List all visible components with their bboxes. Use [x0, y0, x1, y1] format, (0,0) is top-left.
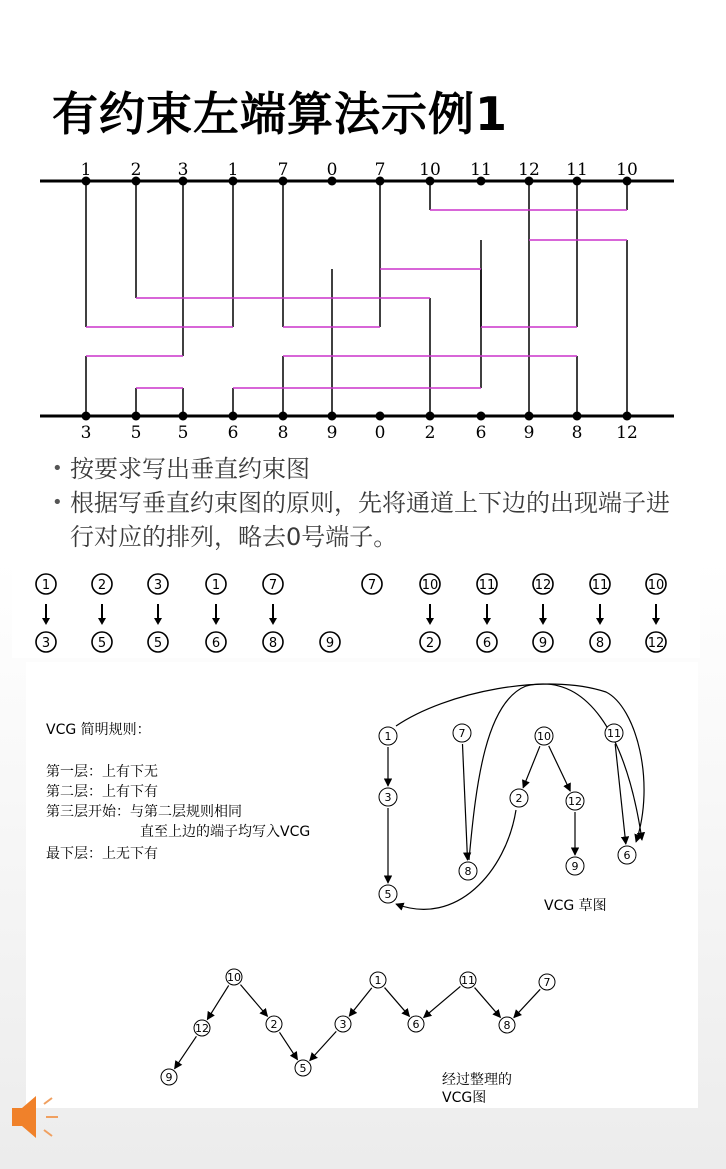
vcg-edge-curve [396, 810, 516, 909]
arranged-node-number: 1 [374, 974, 382, 987]
top-pin-number: 12 [534, 578, 552, 593]
top-pin-label: 2 [130, 160, 142, 180]
speaker-icon[interactable] [8, 1090, 66, 1144]
arranged-node-number: 10 [227, 971, 241, 984]
bottom-pin-dot [279, 412, 288, 421]
draft-node-number: 1 [384, 730, 392, 743]
top-pin-label: 3 [177, 160, 189, 180]
bottom-pin-number: 12 [647, 636, 665, 651]
top-pin-label: 12 [518, 160, 540, 180]
bottom-pin-number: 2 [425, 636, 435, 651]
down-arrow-head [269, 618, 277, 625]
top-pin-label: 1 [80, 160, 92, 180]
draft-node-number: 9 [571, 860, 579, 873]
vcg-edge [280, 1032, 298, 1059]
bottom-pin-number: 8 [268, 636, 278, 651]
bottom-pin-label: 8 [571, 423, 583, 442]
bottom-pin-number: 8 [595, 636, 605, 651]
top-pin-number: 7 [268, 578, 278, 593]
top-pin-number: 1 [211, 578, 221, 593]
vcg-rule-5: 最下层：上无下有 [46, 846, 158, 862]
draft-node-number: 11 [607, 727, 621, 740]
vcg-edge [549, 746, 571, 791]
bottom-pin-labels [81, 423, 638, 442]
bottom-pin-label: 8 [277, 423, 289, 442]
top-pin-number: 11 [478, 578, 496, 593]
down-arrow-head [212, 618, 220, 625]
bottom-pin-number: 6 [211, 636, 221, 651]
top-pin-number: 11 [591, 578, 609, 593]
bottom-pin-dot [623, 412, 632, 421]
bottom-pin-number: 5 [153, 636, 163, 651]
top-pin-label: 10 [419, 160, 441, 180]
vcg-rules-heading: VCG 简明规则： [46, 722, 151, 738]
bottom-pin-label: 12 [616, 423, 638, 442]
arranged-node-number: 5 [299, 1062, 307, 1075]
down-arrow-head [539, 618, 547, 625]
vcg-edge [615, 744, 626, 844]
top-pin-number: 10 [647, 578, 665, 593]
bottom-pin-number: 9 [325, 636, 335, 651]
top-pin-number: 7 [367, 578, 377, 593]
arranged-node-number: 3 [339, 1018, 347, 1031]
vcg-rule-3: 第三层开始：与第二层规则相同 [46, 804, 242, 820]
bottom-pin-label: 5 [130, 423, 142, 442]
down-arrow-head [426, 618, 434, 625]
down-arrow-head [596, 618, 604, 625]
bottom-pin-dot [229, 412, 238, 421]
draft-vcg-nodes [379, 724, 636, 903]
pin-pairs-diagram [12, 568, 700, 658]
vcg-edge-curve [396, 684, 644, 842]
draft-node-number: 7 [458, 727, 466, 740]
bullet-list [52, 452, 692, 554]
bottom-pin-label: 2 [424, 423, 436, 442]
arranged-node-number: 9 [165, 1071, 173, 1084]
top-pin-label: 7 [374, 160, 386, 180]
bullet-item-2: • 根据写垂直约束图的原则，先将通道上下边的出现端子进行对应的排列，略去0号端子。 [52, 486, 692, 554]
vcg-rule-2: 第二层：上有下有 [46, 784, 158, 800]
vcg-edge [462, 744, 467, 860]
vcg-edge [514, 989, 540, 1017]
bottom-pin-dot [179, 412, 188, 421]
bullet-item-1: • 按要求写出垂直约束图 [52, 452, 692, 486]
bottom-pin-label: 9 [326, 423, 338, 442]
draft-node-number: 3 [384, 791, 392, 804]
arranged-node-number: 2 [270, 1018, 278, 1031]
vcg-rule-4: 直至上边的端子均写入VCG [140, 824, 311, 840]
vcg-edge-curve [469, 684, 642, 860]
vcg-edge [310, 1031, 337, 1060]
bottom-pin-dot [132, 412, 141, 421]
down-arrow-head [154, 618, 162, 625]
bottom-pin-dot [477, 412, 486, 421]
vcg-edge [424, 986, 461, 1017]
bottom-pin-dot [426, 412, 435, 421]
down-arrow-head [483, 618, 491, 625]
vcg-edge [523, 746, 540, 788]
draft-caption: VCG 草图 [544, 898, 607, 914]
arranged-vcg-edges [175, 985, 541, 1069]
horizontal-wires [86, 210, 627, 388]
arranged-node-number: 12 [195, 1022, 209, 1035]
arranged-vcg-nodes [161, 969, 555, 1085]
channel-routing-diagram [26, 150, 688, 442]
down-arrow-head [98, 618, 106, 625]
top-pin-number: 3 [153, 578, 163, 593]
top-pin-number: 2 [97, 578, 107, 593]
bottom-pin-label: 6 [475, 423, 487, 442]
arranged-node-number: 6 [412, 1018, 420, 1031]
bottom-pin-number: 6 [482, 636, 492, 651]
arranged-caption-1: 经过整理的 [442, 1072, 512, 1088]
top-pin-number: 1 [41, 578, 51, 593]
draft-node-number: 10 [537, 730, 551, 743]
vcg-edge [240, 985, 267, 1017]
vcg-rule-1: 第一层：上有下无 [46, 764, 158, 780]
vcg-diagram [26, 662, 698, 1108]
bottom-pin-label: 0 [374, 423, 386, 442]
top-pin-label: 11 [566, 160, 588, 180]
bottom-pin-dot [573, 412, 582, 421]
vcg-edge [175, 1036, 197, 1068]
down-arrow-head [652, 618, 660, 625]
bottom-pin-label: 5 [177, 423, 189, 442]
arranged-node-number: 11 [461, 974, 475, 987]
arranged-node-number: 7 [543, 976, 551, 989]
vcg-rules [46, 721, 310, 862]
vcg-edge [207, 985, 228, 1019]
top-pin-number: 10 [421, 578, 439, 593]
page-title: 有约束左端算法示例1 [52, 87, 509, 141]
top-pin-label: 1 [227, 160, 239, 180]
vcg-edge [475, 988, 501, 1018]
bottom-pin-dot [525, 412, 534, 421]
bottom-pin-number: 5 [97, 636, 107, 651]
bottom-pin-dot [328, 412, 337, 421]
draft-node-number: 2 [515, 792, 523, 805]
top-pin-label: 11 [470, 160, 492, 180]
vcg-edge [385, 988, 410, 1017]
draft-node-number: 6 [623, 849, 631, 862]
bottom-pin-label: 6 [227, 423, 239, 442]
vcg-edge [349, 988, 372, 1016]
top-pin-label: 0 [326, 160, 338, 180]
draft-node-number: 8 [464, 865, 472, 878]
down-arrow-head [42, 618, 50, 625]
bottom-pin-number: 9 [538, 636, 548, 651]
bottom-pin-dot [376, 412, 385, 421]
bottom-pin-label: 9 [523, 423, 535, 442]
bottom-pin-label: 3 [80, 423, 92, 442]
bottom-pin-dot [82, 412, 91, 421]
top-pin-label: 10 [616, 160, 638, 180]
arranged-caption-2: VCG图 [442, 1090, 487, 1106]
top-pin-labels [81, 160, 638, 180]
arranged-node-number: 8 [503, 1019, 511, 1032]
bottom-pin-number: 3 [41, 636, 51, 651]
top-pin-label: 7 [277, 160, 289, 180]
draft-node-number: 5 [384, 888, 392, 901]
draft-node-number: 12 [568, 795, 582, 808]
